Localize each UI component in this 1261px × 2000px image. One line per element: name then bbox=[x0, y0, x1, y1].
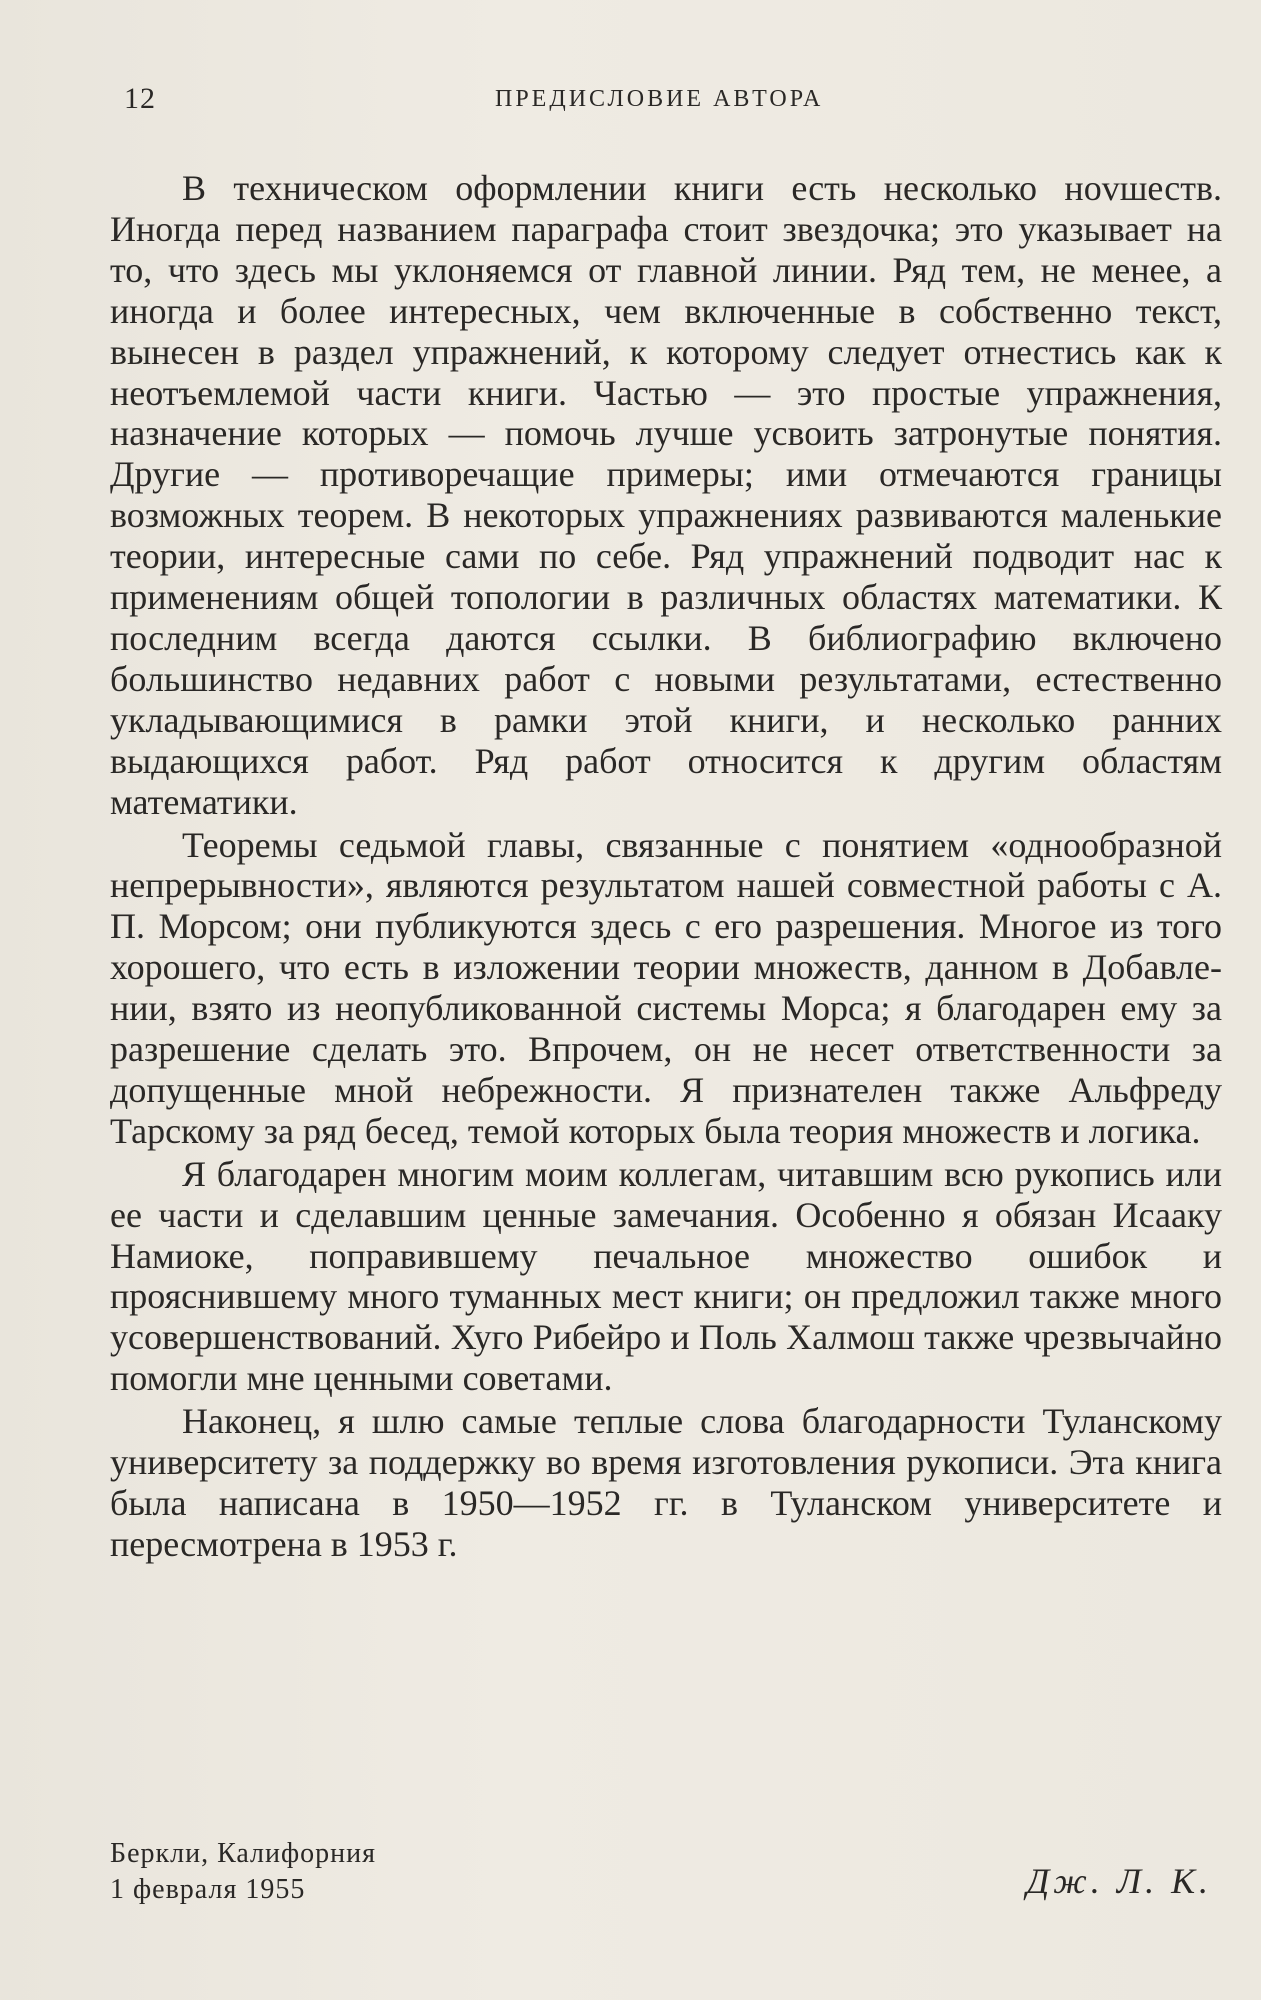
date-line: 1 февраля 1955 bbox=[110, 1874, 306, 1905]
author-signature: Дж. Л. К. bbox=[1026, 1861, 1212, 1901]
paragraph-innovations: В техническом оформлении книги есть несколько ноvшеств. Иногда перед названием параграфа стоит звездочка; это указывает на то, что здесь мы уклоняемся от главной линии. Ряд тем, не менее, а иногда и более интересных, чем включенные в собственно текст, вынесен в раздел упражнений, к которому следует отнестись как к неотъемлемой части книги. Частью — это простые упражнения, назначение которых — помочь лучше усвоить затронутые понятия. Другие — противоречащие примеры; ими отмечаются границы возможных теорем. В некоторых упражнениях развиваются маленькие теории, интересные сами по себе. Ряд упражнений подводит нас к применениям общей топологии в различных областях математики. К последним всегда даются ссылки. В библиографию включено большинство недавних работ с новыми результатами, естественно укладывающимися в рамки этой книги, и несколько ранних выдающихся работ. Ряд работ относится к другим областям математики. bbox=[110, 168, 1222, 822]
paragraph-acknowledgements: Я благодарен многим моим коллегам, читавшим всю рукопись или ее части и сделавшим ценные замечания. Особенно я обязан Исааку Намиоке, поправившему печальное множество ошибок и прояснившему много туманных мест книги; он предложил также много усовершенствований. Хуго Рибейро и Поль Халмош также чрезвычайно помогли мне ценными советами. bbox=[110, 1153, 1222, 1399]
running-title: ПРЕДИСЛОВИЕ АВТОРА bbox=[495, 86, 824, 112]
page-number: 12 bbox=[124, 82, 156, 115]
page-header bbox=[120, 82, 1130, 122]
body-text bbox=[110, 168, 1222, 1565]
paragraph-tulane: Наконец, я шлю самые теплые слова благодарности Туланскому университету за поддержку во время изготовления рукописи. Эта книга была написана в 1950—1952 гг. в Туланском университете и пересмотрена в 1953 г. bbox=[110, 1401, 1222, 1564]
paragraph-chapter-seven: Теоремы седьмой главы, связанные с понятием «однообразной непрерывности», являются результатом нашей совместной работы с А. П. Морсом; они публикуются здесь с его разрешения. Многое из того хорошего, что есть в изложении теории множеств, данном в Добавлении, взято из неопубликованной системы Морса; я благодарен ему за разрешение сделать это. Впрочем, он не несет ответственности за допущенные мной небрежности. Я признателен также Альфреду Тарскому за ряд бесед, темой которых была теория множеств и логика. bbox=[110, 824, 1222, 1151]
place-line: Беркли, Калифорния bbox=[110, 1838, 376, 1869]
page-footer bbox=[110, 1838, 1222, 1918]
